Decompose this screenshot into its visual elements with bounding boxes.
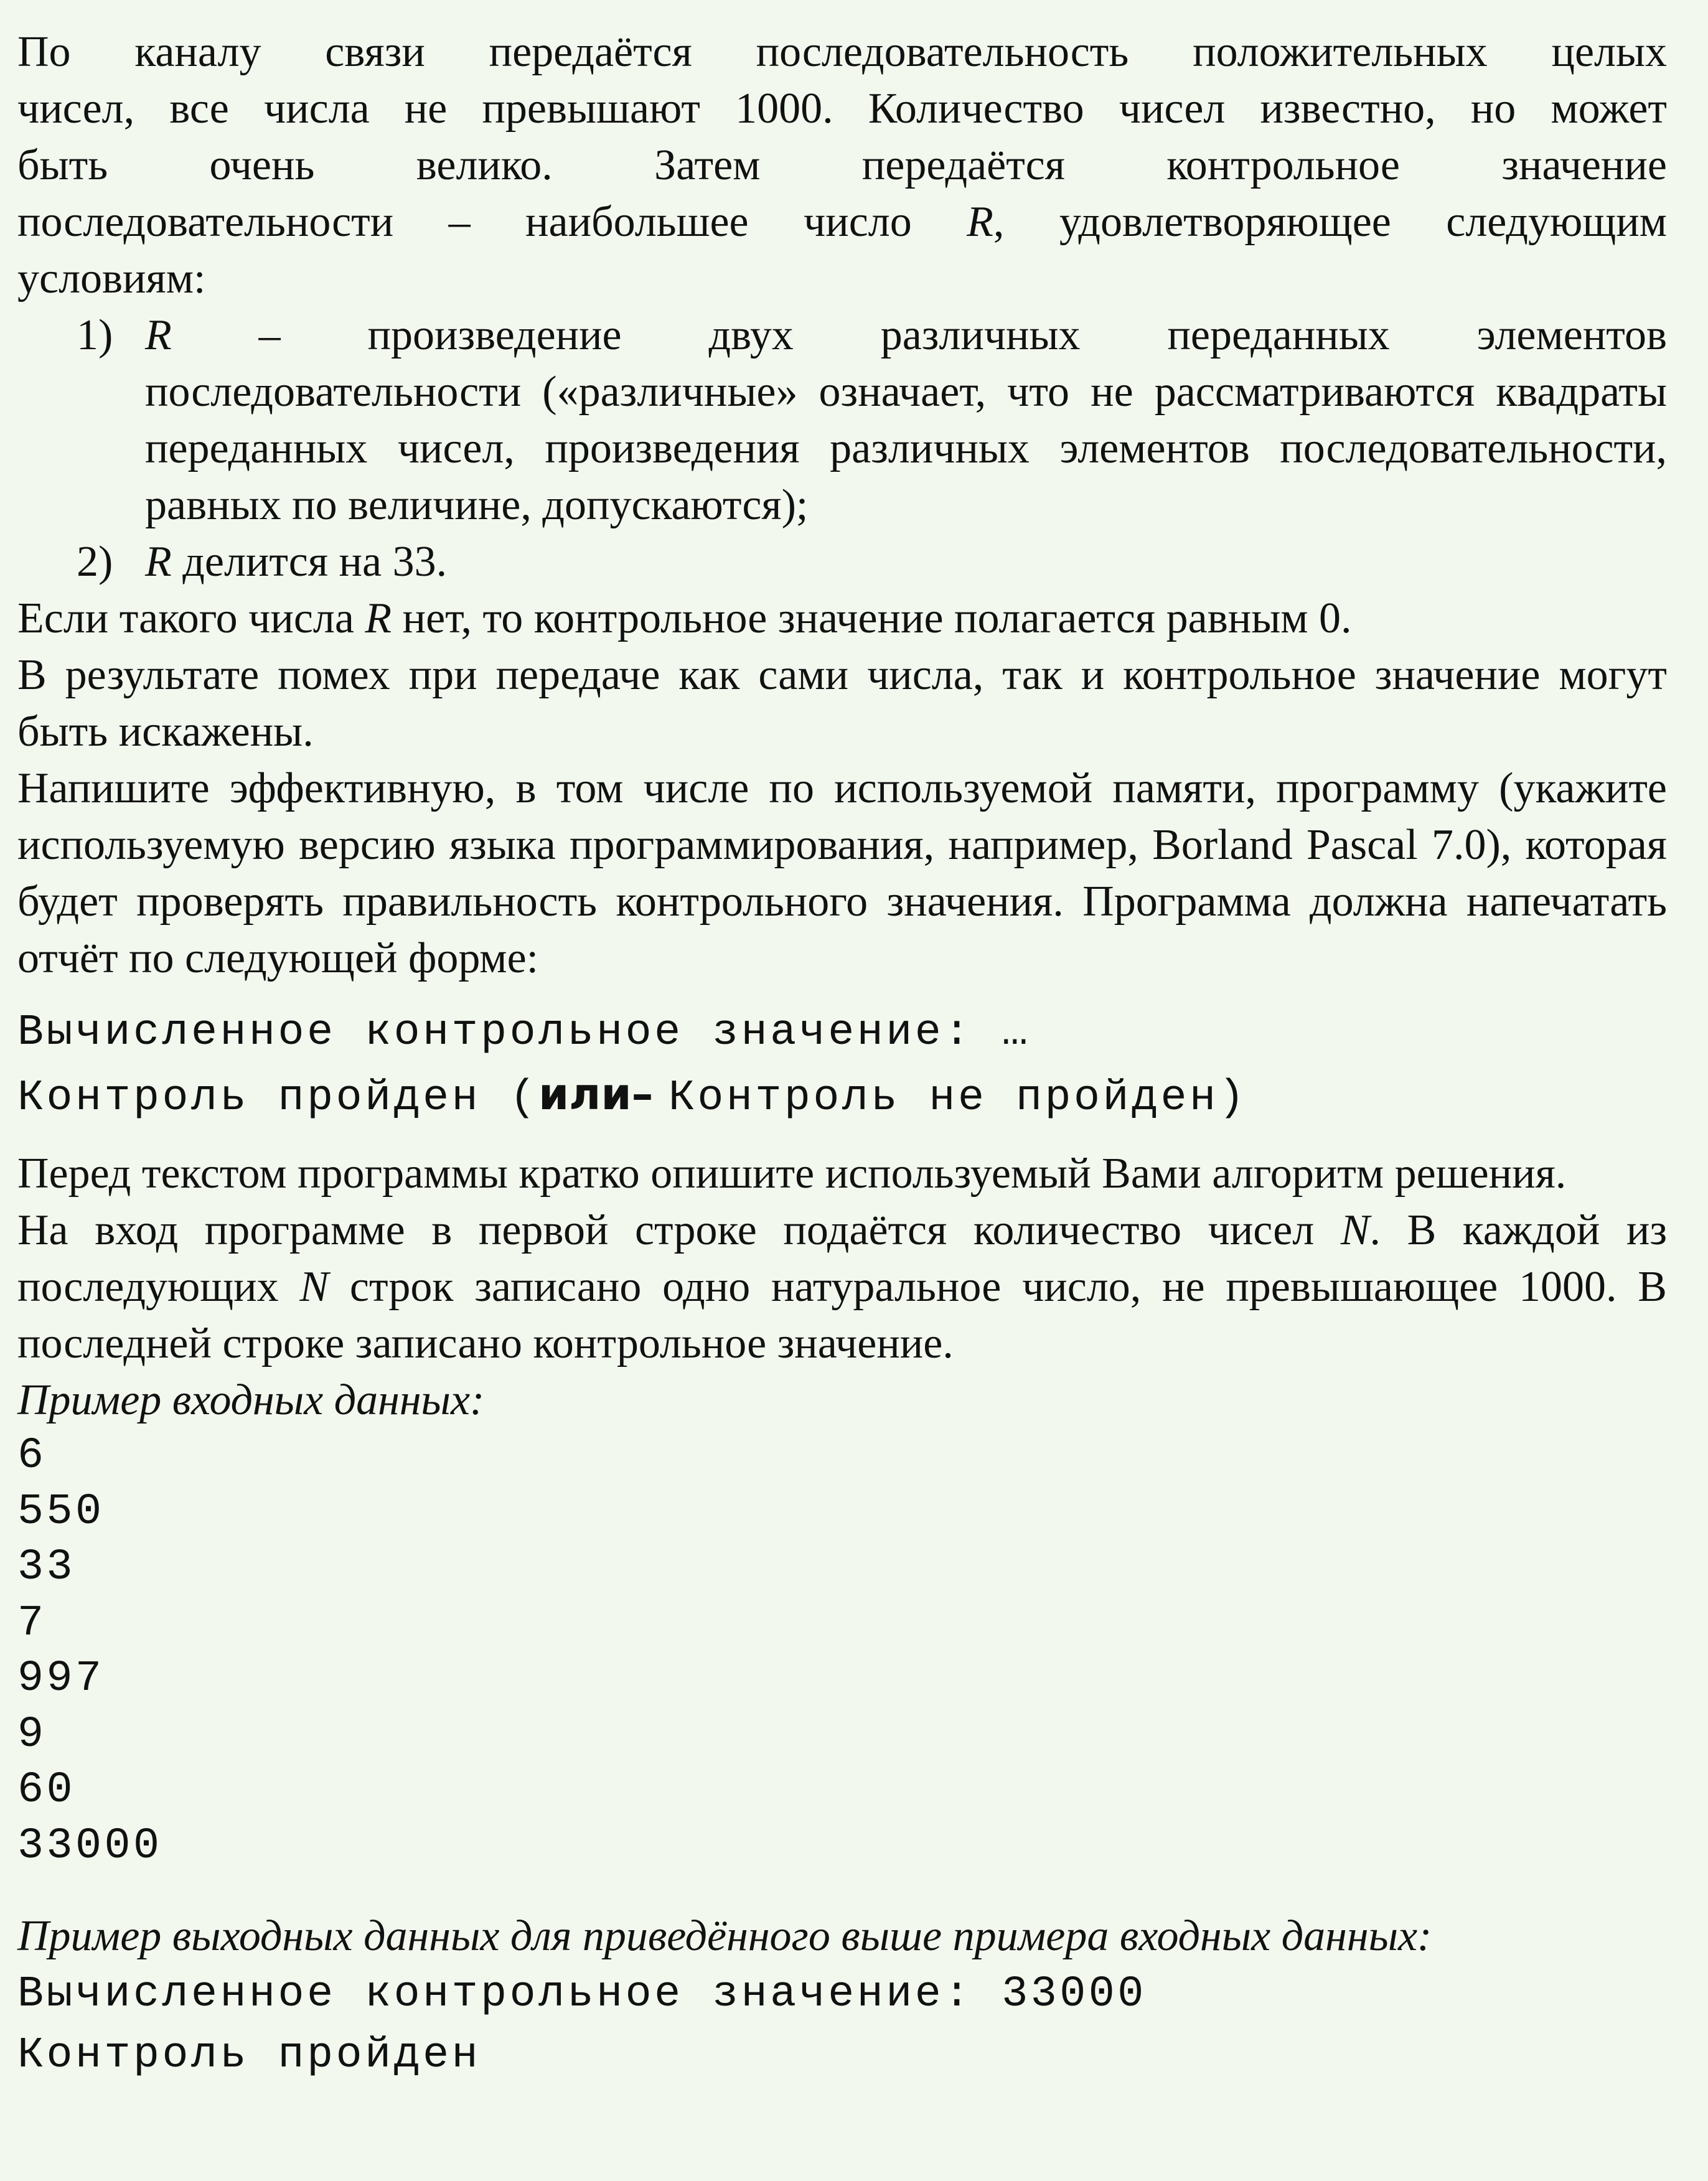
input-line: 997 bbox=[17, 1654, 105, 1704]
report-form-line: Вычисленное контрольное значение: … bbox=[17, 1008, 1031, 1058]
input-line: 9 bbox=[17, 1710, 47, 1760]
condition-text: делится на 33. bbox=[171, 538, 448, 586]
task-paragraph: Напишите эффективную, в том числе по используемой памяти, программу (укажите используемую версию языка программирования, например, Borland Pascal 7.0), которая будет проверять правильность контрольного значения. Программа должна напечатать отчёт по следующей форме: bbox=[17, 764, 1667, 982]
output-line: Вычисленное контрольное значение: 33000 bbox=[17, 1970, 1147, 2019]
example-output bbox=[17, 1964, 1667, 2086]
condition-number: 1) bbox=[77, 311, 113, 359]
document-page bbox=[17, 24, 1667, 2086]
example-output-label: Пример выходных данных для приведённого выше примера входных данных: bbox=[17, 1912, 1432, 1960]
intro-line: чисел, все числа не превышают 1000. Количество чисел известно, но может bbox=[17, 85, 1667, 133]
before-code-paragraph: Перед текстом программы кратко опишите используемый Вами алгоритм решения. bbox=[17, 1150, 1567, 1198]
intro-line: условиям: bbox=[17, 255, 206, 303]
intro-line: последовательности – наибольшее число R, удовлетворяющее следующим bbox=[17, 198, 1667, 246]
example-input-label: Пример входных данных: bbox=[17, 1376, 485, 1424]
conditions-list bbox=[17, 307, 1667, 590]
variable-r: R bbox=[365, 594, 392, 642]
no-r-paragraph: Если такого числа R нет, то контрольное значение полагается равным 0. bbox=[17, 594, 1352, 642]
variable-r: R bbox=[967, 198, 993, 246]
condition-text: последовательности («различные» означает, что не рассматриваются квадраты переданных чисел, произведения различных элементов последовательности, равных по величине, допускаются); bbox=[145, 368, 1667, 529]
intro-line: быть очень велико. Затем передаётся контрольное значение bbox=[17, 141, 1667, 189]
variable-n: N bbox=[1340, 1206, 1370, 1254]
example-input bbox=[17, 1428, 1667, 1874]
variable-r: R bbox=[145, 311, 172, 359]
input-line: 33 bbox=[17, 1543, 76, 1592]
variable-n: N bbox=[299, 1263, 329, 1311]
input-line: 6 bbox=[17, 1432, 47, 1481]
noise-paragraph: В результате помех при передаче как сами числа, так и контрольное значение могут быть искажены. bbox=[17, 651, 1667, 756]
report-form bbox=[17, 1003, 1667, 1129]
input-line: 7 bbox=[17, 1598, 47, 1648]
variable-r: R bbox=[145, 538, 172, 586]
intro-paragraph bbox=[17, 24, 1667, 307]
or-word: или bbox=[538, 1069, 632, 1120]
input-line: 60 bbox=[17, 1766, 76, 1815]
input-line: 33000 bbox=[17, 1821, 162, 1871]
output-line: Контроль пройден bbox=[17, 2031, 481, 2080]
intro-line: По каналу связи передаётся последовательность положительных целых bbox=[17, 28, 1667, 76]
condition-item bbox=[17, 533, 1667, 590]
report-form-line: Контроль пройден (или– Контроль не пройден) bbox=[17, 1069, 1248, 1123]
condition-item: 1) R – произведение двух различных переданных элементов последовательности («различные» означает, что не рассматриваются квадраты переданных чисел, произведения различных элементов последовательности, равных по величине, допускаются); bbox=[17, 307, 1667, 533]
input-line: 550 bbox=[17, 1487, 105, 1537]
input-description: На вход программе в первой строке подаётся количество чисел N. В каждой из последующих N строк записано одно натуральное число, не превышающее 1000. В последней строке записано контрольное значение. bbox=[17, 1206, 1668, 1367]
condition-number: 2) bbox=[77, 538, 113, 586]
